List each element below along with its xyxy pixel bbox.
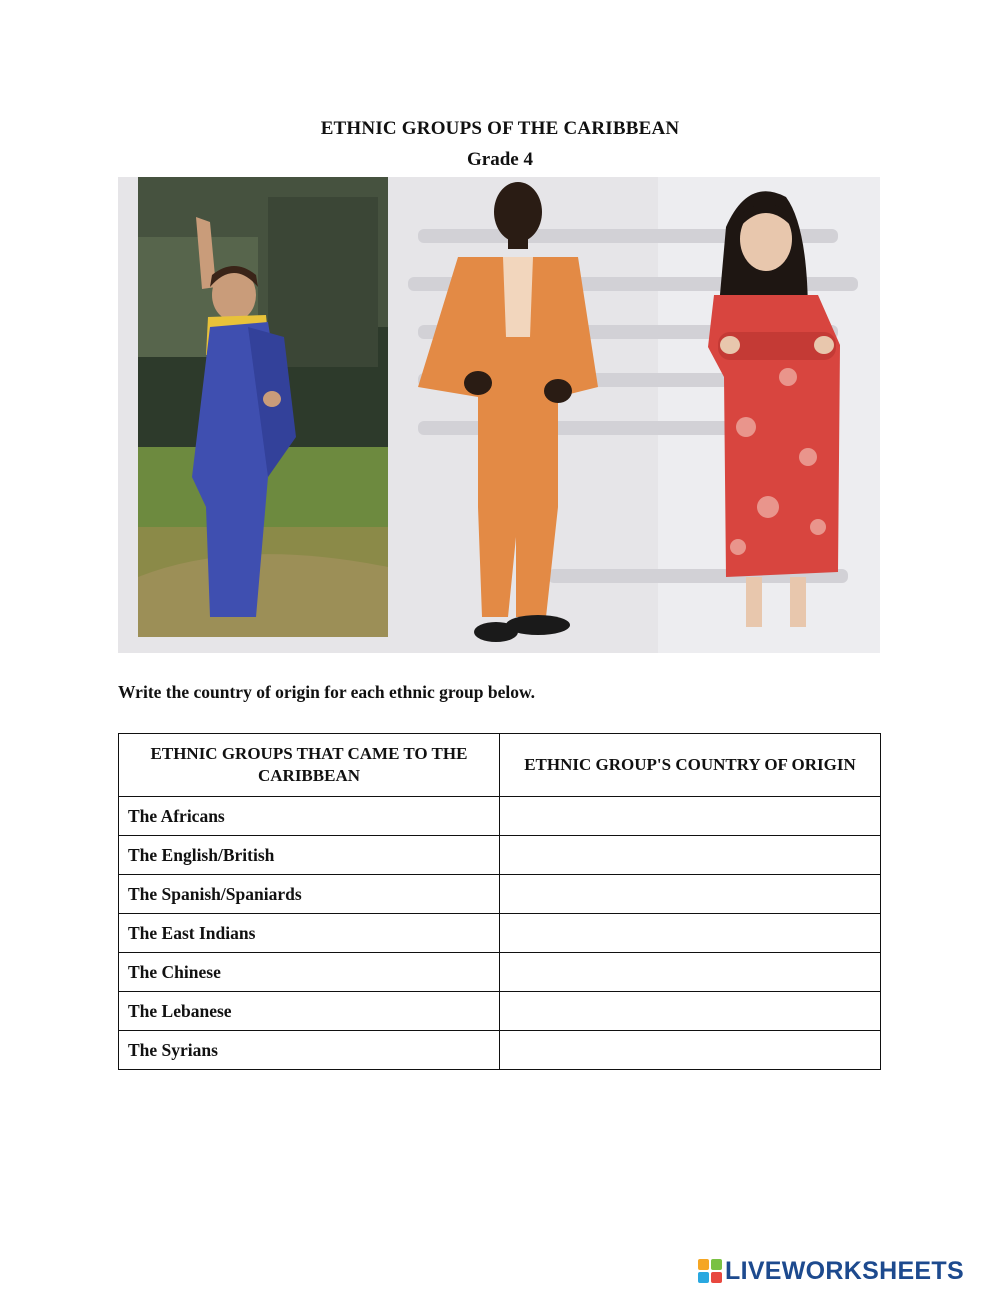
country-of-origin-answer-cell[interactable] — [500, 953, 881, 992]
instruction-text: Write the country of origin for each ethnic group below. — [118, 682, 536, 702]
grade-label: Grade 4 — [467, 149, 533, 170]
table-row — [119, 992, 881, 1031]
ethnic-group-cell: The Africans — [119, 797, 500, 836]
table-row — [119, 836, 881, 875]
country-of-origin-answer-cell[interactable] — [500, 992, 881, 1031]
country-of-origin-answer-cell[interactable] — [500, 836, 881, 875]
ethnic-group-cell: The Lebanese — [119, 992, 500, 1031]
ethnic-group-cell: The Spanish/Spaniards — [119, 875, 500, 914]
country-of-origin-answer-cell[interactable] — [500, 914, 881, 953]
country-of-origin-answer-cell[interactable] — [500, 1031, 881, 1070]
children-in-traditional-dress-photo — [118, 177, 880, 653]
ethnic-groups-table — [118, 733, 881, 1070]
column-header-country-of-origin: ETHNIC GROUP'S COUNTRY OF ORIGIN — [500, 734, 881, 797]
table-row — [119, 953, 881, 992]
ethnic-group-cell: The Syrians — [119, 1031, 500, 1070]
country-of-origin-answer-cell[interactable] — [500, 797, 881, 836]
table-row — [119, 914, 881, 953]
ethnic-group-cell: The East Indians — [119, 914, 500, 953]
column-header-ethnic-groups: ETHNIC GROUPS THAT CAME TO THE CARIBBEAN — [119, 734, 500, 797]
liveworksheets-wordmark: LIVEWORKSHEETS — [725, 1256, 964, 1285]
liveworksheets-logo[interactable] — [698, 1256, 964, 1286]
worksheet-title: ETHNIC GROUPS OF THE CARIBBEAN — [320, 118, 680, 139]
table-row — [119, 875, 881, 914]
table-header-row — [119, 734, 881, 797]
ethnic-group-cell: The Chinese — [119, 953, 500, 992]
girl-in-sari-figure — [138, 177, 388, 637]
table-row — [119, 797, 881, 836]
liveworksheets-blocks-icon — [698, 1259, 722, 1283]
country-of-origin-answer-cell[interactable] — [500, 875, 881, 914]
ethnic-group-cell: The English/British — [119, 836, 500, 875]
table-row — [119, 1031, 881, 1070]
